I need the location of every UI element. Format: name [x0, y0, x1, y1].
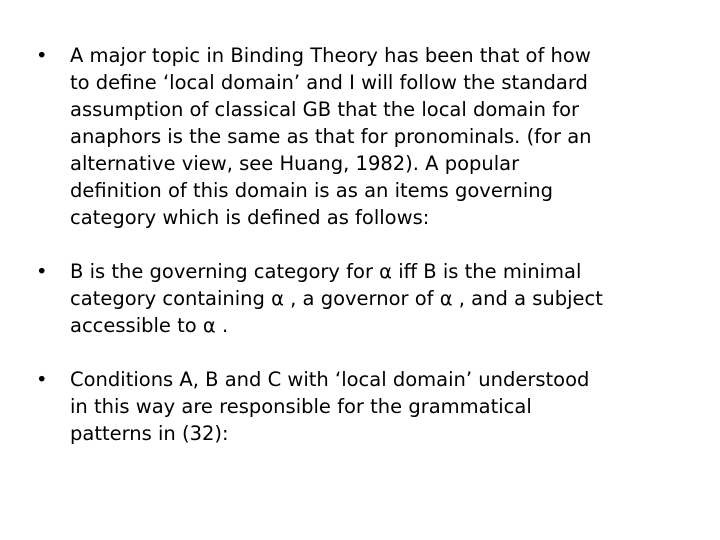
bullet-3-line-3: patterns in (32):	[70, 422, 229, 445]
bullet-2-line-1: B is the governing category for α iff B is the minimal	[70, 260, 582, 283]
bullet-1-line-5: alternative view, see Huang, 1982). A popular	[70, 152, 520, 175]
bullet-1-line-3: assumption of classical GB that the local domain for	[70, 98, 580, 121]
bullet-dot-icon: •	[36, 44, 48, 67]
bullet-1-line-4: anaphors is the same as that for pronominals. (for an	[70, 125, 592, 148]
bullet-2-line-2: category containing α , a governor of α , and a subject	[70, 287, 603, 310]
bullet-1-line-7: category which is defined as follows:	[70, 206, 430, 229]
bullet-2-line-3: accessible to α .	[70, 314, 229, 337]
bullet-list	[36, 42, 676, 447]
bullet-item-governing-category	[36, 258, 676, 339]
bullet-3-line-1: Conditions A, B and C with ‘local domain’ understood	[70, 368, 590, 391]
bullet-dot-icon: •	[36, 368, 48, 391]
bullet-1-line-1: A major topic in Binding Theory has been that of how	[70, 44, 591, 67]
bullet-item-conditions	[36, 366, 676, 447]
bullet-1-line-2: to define ‘local domain’ and I will follow the standard	[70, 71, 588, 94]
bullet-dot-icon: •	[36, 260, 48, 283]
bullet-3-line-2: in this way are responsible for the grammatical	[70, 395, 532, 418]
bullet-item-local-domain	[36, 42, 676, 231]
bullet-1-line-6: definition of this domain is as an items governing	[70, 179, 554, 202]
